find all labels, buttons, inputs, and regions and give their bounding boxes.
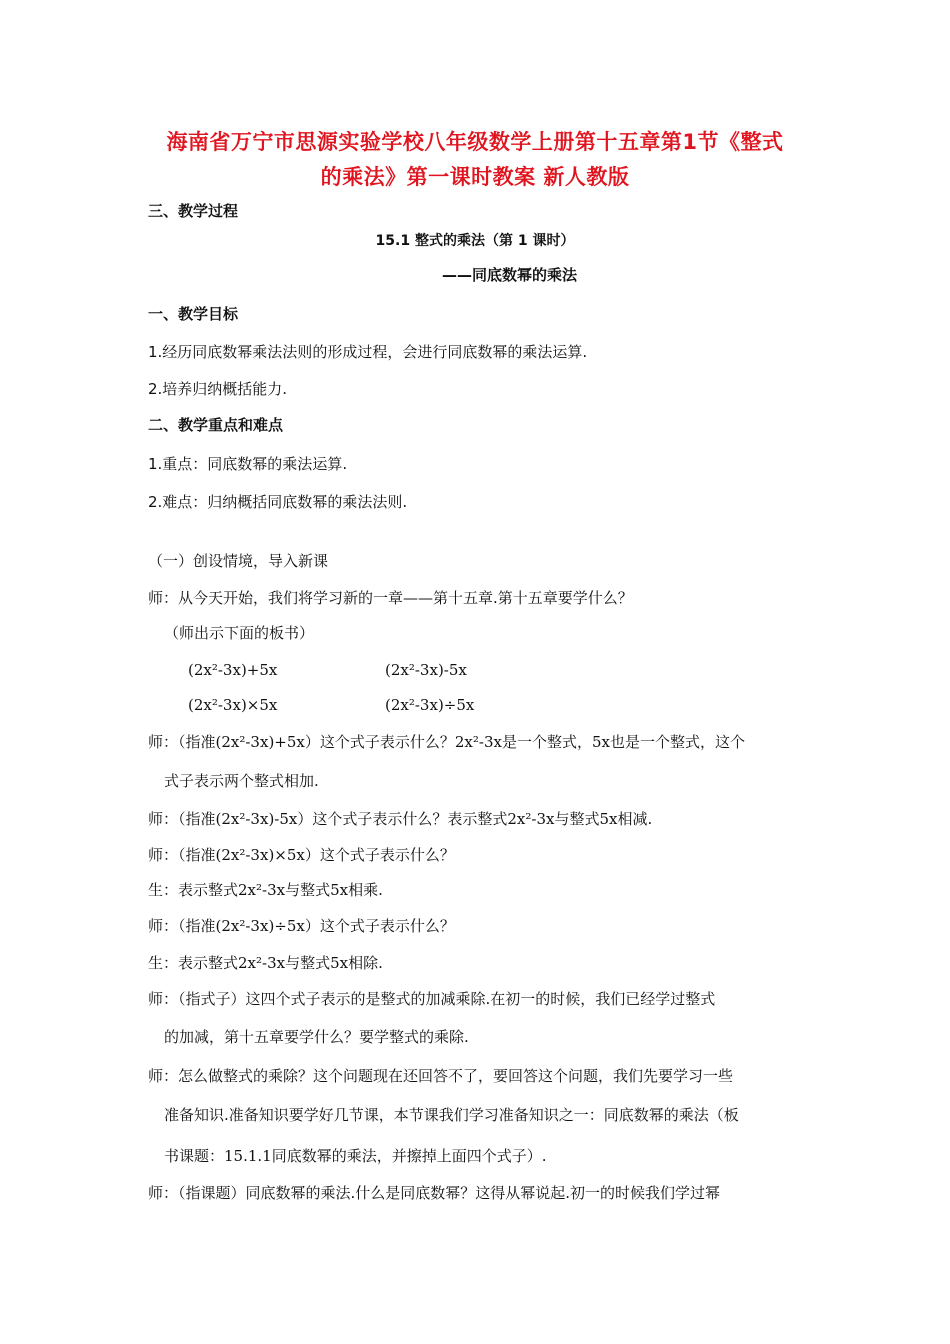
expression-difference: (2x²-3x)-5x xyxy=(385,661,467,679)
goal-item-2: 2.培养归纳概括能力. xyxy=(148,380,288,398)
expression-product: (2x²-3x)×5x xyxy=(188,696,278,714)
paragraph-5: 生：表示整式2x²-3x与整式5x相乘. xyxy=(148,881,383,899)
section-heading-process: 三、教学过程 xyxy=(148,202,239,220)
document-title-line2: 的乘法》第一课时教案 新人教版 xyxy=(320,165,630,189)
intro-heading: （一）创设情境，导入新课 xyxy=(148,552,329,570)
paragraph-9-line-1: 师：怎么做整式的乘除？这个问题现在还回答不了，要回答这个问题，我们先要学习一些 xyxy=(148,1067,734,1085)
paragraph-6: 师：（指准(2x²-3x)÷5x）这个式子表示什么？ xyxy=(148,917,455,935)
paragraph-3: 师：（指准(2x²-3x)-5x）这个式子表示什么？表示整式2x²-3x与整式5x相减. xyxy=(148,810,653,828)
paragraph-1: 师：从今天开始，我们将学习新的一章——第十五章.第十五章要学什么？ xyxy=(148,589,633,607)
goal-item-1: 1.经历同底数幂乘法法则的形成过程，会进行同底数幂的乘法运算. xyxy=(148,343,588,361)
paragraph-10: 师：（指课题）同底数幂的乘法.什么是同底数幂？这得从幂说起.初一的时候我们学过幂 xyxy=(148,1184,721,1202)
key-points-heading: 二、教学重点和难点 xyxy=(148,416,284,434)
expression-quotient: (2x²-3x)÷5x xyxy=(385,696,475,714)
key-point-1: 1.重点：同底数幂的乘法运算. xyxy=(148,455,348,473)
key-point-2: 2.难点：归纳概括同底数幂的乘法法则. xyxy=(148,493,408,511)
lesson-title: 15.1 整式的乘法（第 1 课时） xyxy=(375,233,575,249)
paragraph-8-line-1: 师：（指式子）这四个式子表示的是整式的加减乘除.在初一的时候，我们已经学过整式 xyxy=(148,990,716,1008)
paragraph-4: 师：（指准(2x²-3x)×5x）这个式子表示什么？ xyxy=(148,846,455,864)
board-note: （师出示下面的板书） xyxy=(164,624,315,642)
paragraph-8-line-2: 的加减，第十五章要学什么？要学整式的乘除. xyxy=(164,1028,469,1046)
goals-heading: 一、教学目标 xyxy=(148,305,239,323)
paragraph-2-line-1: 师：（指准(2x²-3x)+5x）这个式子表示什么？2x²-3x是一个整式，5x也是一个整式，这个 xyxy=(148,733,745,751)
paragraph-9-line-2: 准备知识.准备知识要学好几节课，本节课我们学习准备知识之一：同底数幂的乘法（板 xyxy=(164,1106,739,1124)
paragraph-2-line-2: 式子表示两个整式相加. xyxy=(164,772,319,790)
lesson-subtitle: ——同底数幂的乘法 xyxy=(442,266,578,284)
document-title-line1: 海南省万宁市思源实验学校八年级数学上册第十五章第1节《整式 xyxy=(166,130,784,154)
expression-sum: (2x²-3x)+5x xyxy=(188,661,278,679)
paragraph-7: 生：表示整式2x²-3x与整式5x相除. xyxy=(148,954,383,972)
paragraph-9-line-3: 书课题：15.1.1同底数幂的乘法，并擦掉上面四个式子）. xyxy=(164,1147,547,1165)
